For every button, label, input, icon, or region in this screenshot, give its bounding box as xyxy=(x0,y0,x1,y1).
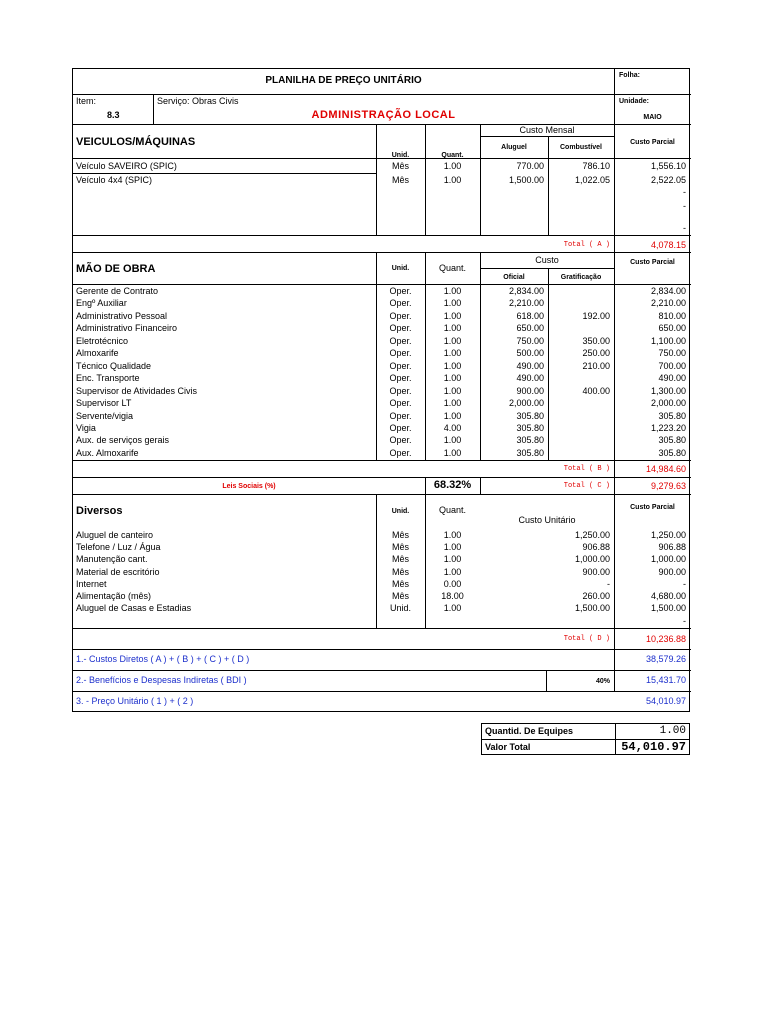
row-quant: 0.00 xyxy=(443,578,462,589)
col-quant: Quant. xyxy=(441,152,464,159)
total-d-value: 10,236.88 xyxy=(645,634,686,644)
row-parcial: 1,250.00 xyxy=(650,530,686,540)
row-custo-unitario: 260.00 xyxy=(582,591,610,601)
row-unid: Oper. xyxy=(389,348,412,359)
row-parcial: 305.80 xyxy=(658,447,686,458)
row-custo-unitario: 900.00 xyxy=(582,566,610,577)
table-row xyxy=(73,360,691,372)
row-unid: Oper. xyxy=(389,335,412,346)
divider xyxy=(73,94,691,95)
col-custo-parcial: Custo Parcial xyxy=(630,504,675,511)
row-desc: Material de escritório xyxy=(76,566,160,577)
divider xyxy=(73,494,691,495)
veiculos-title: VEICULOS/MÁQUINAS xyxy=(76,136,196,148)
col-combustivel: Combustível xyxy=(559,144,602,151)
row-parcial: 305.80 xyxy=(658,435,686,446)
table-row xyxy=(73,541,691,553)
row-quant: 1.00 xyxy=(443,373,462,384)
row-parcial: 1,223.20 xyxy=(650,422,686,433)
row-quant: 1.00 xyxy=(443,398,462,409)
table-row xyxy=(73,385,691,397)
row-aluguel: 1,500.00 xyxy=(508,175,544,185)
col-unid: Unid. xyxy=(391,508,410,515)
row-desc: Administrativo Pessoal xyxy=(76,310,168,321)
row-quant: 1.00 xyxy=(443,435,462,446)
divider xyxy=(73,252,691,253)
row-quant: 1.00 xyxy=(443,348,462,359)
row-desc: Técnico Qualidade xyxy=(76,360,152,371)
total-c-label: Total ( C ) xyxy=(563,482,610,490)
row-oficial: 490.00 xyxy=(516,373,544,384)
bdi-label: 2.- Benefícios e Despesas Indiretas ( BDI ) xyxy=(76,675,247,685)
row-quant: 1.00 xyxy=(443,298,462,309)
custos-diretos-label: 1.- Custos Diretos ( A ) + ( B ) + ( C ) + ( D ) xyxy=(76,654,250,664)
col-quant: Quant. xyxy=(438,505,467,515)
row-quant: 1.00 xyxy=(443,385,462,396)
col-oficial: Oficial xyxy=(503,274,525,281)
table-row xyxy=(73,590,691,602)
row-gratificacao: 400.00 xyxy=(582,385,610,396)
row-desc: Servente/vigia xyxy=(76,410,134,421)
divider xyxy=(73,235,691,236)
total-a-value: 4,078.15 xyxy=(650,240,686,250)
row-aluguel: 770.00 xyxy=(516,161,544,171)
row-unid: Mês xyxy=(391,161,409,171)
row-unid: Oper. xyxy=(389,422,412,433)
col-custo-parcial: Custo Parcial xyxy=(630,139,675,146)
divider xyxy=(73,628,691,629)
row-parcial: 2,834.00 xyxy=(650,286,686,296)
row-desc: Aux. de serviços gerais xyxy=(76,435,170,446)
row-quant: 4.00 xyxy=(443,422,462,433)
row-quant: 1.00 xyxy=(443,323,462,334)
table-row xyxy=(73,410,691,422)
row-unid: Oper. xyxy=(389,410,412,421)
row-unid: Mês xyxy=(391,566,409,577)
row-parcial: 1,000.00 xyxy=(650,554,686,565)
table-row xyxy=(73,397,691,409)
row-parcial: 2,000.00 xyxy=(650,398,686,409)
page-title: PLANILHA DE PREÇO UNITÁRIO xyxy=(265,75,422,86)
row-gratificacao: 192.00 xyxy=(582,310,610,321)
row-oficial: 900.00 xyxy=(516,385,544,396)
row-desc: Supervisor LT xyxy=(76,398,132,409)
table-row xyxy=(73,297,691,309)
table-row xyxy=(73,422,691,434)
row-parcial: 750.00 xyxy=(658,348,686,359)
table-row xyxy=(73,602,691,614)
blank-dash: - xyxy=(683,616,686,626)
row-oficial: 750.00 xyxy=(516,335,544,346)
row-combustivel: 786.10 xyxy=(582,161,610,171)
total-d-label: Total ( D ) xyxy=(563,635,610,643)
custos-diretos-value: 38,579.26 xyxy=(645,654,686,664)
row-desc: Almoxarife xyxy=(76,348,119,359)
row-parcial: 1,500.00 xyxy=(650,603,686,614)
row-quant: 18.00 xyxy=(441,591,464,601)
row-quant: 1.00 xyxy=(443,335,462,346)
row-unid: Mês xyxy=(391,591,409,601)
item-value: 8.3 xyxy=(107,110,120,120)
row-desc: Supervisor de Atividades Civis xyxy=(76,385,198,396)
row-parcial: 4,680.00 xyxy=(650,591,686,601)
table-row xyxy=(73,174,691,186)
row-quant: 1.00 xyxy=(443,603,462,614)
divider xyxy=(480,268,614,269)
col-custo-parcial: Custo Parcial xyxy=(630,259,675,266)
total-b-label: Total ( B ) xyxy=(563,465,610,473)
item-label: Item: xyxy=(76,96,97,106)
table-row xyxy=(73,434,691,446)
row-unid: Mês xyxy=(391,542,409,553)
row-parcial: 1,556.10 xyxy=(650,161,686,171)
divider xyxy=(73,477,691,478)
row-quant: 1.00 xyxy=(443,310,462,321)
col-gratificacao: Gratificação xyxy=(560,274,602,281)
table-row xyxy=(73,160,691,172)
row-custo-unitario: 1,000.00 xyxy=(574,554,610,565)
table-row xyxy=(73,529,691,541)
row-quant: 1.00 xyxy=(443,175,462,185)
folha-label: Folha: xyxy=(619,72,640,79)
row-gratificacao: 350.00 xyxy=(582,335,610,346)
row-unid: Oper. xyxy=(389,447,412,458)
price-sheet xyxy=(72,68,690,712)
row-parcial: - xyxy=(683,578,686,589)
diversos-title: Diversos xyxy=(76,505,123,517)
row-combustivel: 1,022.05 xyxy=(574,175,610,185)
col-custo: Custo xyxy=(535,255,559,265)
valor-total-value: 54,010.97 xyxy=(621,740,686,754)
row-custo-unitario: - xyxy=(607,578,610,589)
row-parcial: 490.00 xyxy=(658,373,686,384)
row-parcial: 700.00 xyxy=(658,360,686,371)
col-quant: Quant. xyxy=(438,263,467,273)
row-parcial: 305.80 xyxy=(658,410,686,421)
row-desc: Engº Auxiliar xyxy=(76,298,127,309)
row-oficial: 500.00 xyxy=(516,348,544,359)
row-unid: Oper. xyxy=(389,323,412,334)
row-desc: Veículo 4x4 (SPIC) xyxy=(76,175,153,185)
table-row xyxy=(73,447,691,459)
row-quant: 1.00 xyxy=(443,360,462,371)
row-oficial: 650.00 xyxy=(516,323,544,334)
row-quant: 1.00 xyxy=(443,447,462,458)
equipes-box xyxy=(481,723,690,755)
row-desc: Telefone / Luz / Água xyxy=(76,542,161,553)
row-quant: 1.00 xyxy=(443,410,462,421)
row-oficial: 305.80 xyxy=(516,422,544,433)
row-quant: 1.00 xyxy=(443,554,462,565)
row-desc: Alimentação (mês) xyxy=(76,591,152,601)
row-unid: Oper. xyxy=(389,398,412,409)
row-desc: Vigia xyxy=(76,422,96,433)
row-parcial: 810.00 xyxy=(658,310,686,321)
row-desc: Enc. Transporte xyxy=(76,373,140,384)
row-unid: Oper. xyxy=(389,360,412,371)
row-quant: 1.00 xyxy=(443,530,462,540)
row-oficial: 2,210.00 xyxy=(508,298,544,309)
table-row xyxy=(73,372,691,384)
row-custo-unitario: 1,250.00 xyxy=(574,530,610,540)
row-desc: Aluguel de canteiro xyxy=(76,530,154,540)
total-b-value: 14,984.60 xyxy=(645,464,686,474)
table-row xyxy=(73,310,691,322)
table-row xyxy=(73,347,691,359)
row-oficial: 490.00 xyxy=(516,360,544,371)
row-oficial: 618.00 xyxy=(516,310,544,321)
col-unid: Unid. xyxy=(391,265,410,272)
row-custo-unitario: 1,500.00 xyxy=(574,603,610,614)
row-unid: Oper. xyxy=(389,435,412,446)
divider xyxy=(73,691,691,692)
table-row xyxy=(73,578,691,590)
row-desc: Veículo SAVEIRO (SPIC) xyxy=(76,161,177,171)
divider xyxy=(73,670,691,671)
row-desc: Manutenção cant. xyxy=(76,554,148,565)
row-gratificacao: 210.00 xyxy=(582,360,610,371)
row-unid: Oper. xyxy=(389,310,412,321)
blank-dash: - xyxy=(683,187,686,197)
row-quant: 1.00 xyxy=(443,286,462,296)
row-oficial: 305.80 xyxy=(516,410,544,421)
row-unid: Mês xyxy=(391,530,409,540)
divider xyxy=(480,136,614,137)
col-custo-mensal: Custo Mensal xyxy=(519,125,575,135)
leis-sociais-value: 68.32% xyxy=(433,479,472,491)
row-parcial: 2,522.05 xyxy=(650,175,686,185)
table-row xyxy=(73,285,691,297)
row-desc: Internet xyxy=(76,578,107,589)
mao-obra-title: MÃO DE OBRA xyxy=(76,263,156,275)
row-unid: Oper. xyxy=(389,373,412,384)
blank-dash: - xyxy=(683,223,686,233)
table-row xyxy=(73,566,691,578)
row-unid: Mês xyxy=(391,175,409,185)
servico-label: Serviço: Obras Civis xyxy=(157,96,239,106)
row-quant: 1.00 xyxy=(443,161,462,171)
row-parcial: 1,300.00 xyxy=(650,385,686,396)
unidade-label: Unidade: xyxy=(619,98,649,105)
row-oficial: 2,000.00 xyxy=(508,398,544,409)
row-unid: Unid. xyxy=(389,603,411,614)
table-row xyxy=(73,335,691,347)
blank-dash: - xyxy=(683,201,686,211)
row-oficial: 305.80 xyxy=(516,447,544,458)
col-unid: Unid. xyxy=(391,152,410,159)
row-desc: Eletrotécnico xyxy=(76,335,129,346)
row-desc: Administrativo Financeiro xyxy=(76,323,178,334)
row-unid: Oper. xyxy=(389,286,412,296)
leis-sociais-label: Leis Sociais (%) xyxy=(222,483,276,490)
divider xyxy=(73,460,691,461)
preco-unitario-value: 54,010.97 xyxy=(645,696,686,706)
section-title: ADMINISTRAÇÃO LOCAL xyxy=(311,109,456,121)
table-row xyxy=(73,553,691,565)
row-gratificacao: 250.00 xyxy=(582,348,610,359)
row-parcial: 2,210.00 xyxy=(650,298,686,309)
unidade-value: MAIO xyxy=(643,114,662,121)
preco-unitario-label: 3. - Preço Unitário ( 1 ) + ( 2 ) xyxy=(76,696,194,706)
row-quant: 1.00 xyxy=(443,542,462,553)
row-oficial: 305.80 xyxy=(516,435,544,446)
row-custo-unitario: 906.88 xyxy=(582,542,610,553)
row-parcial: 900.00 xyxy=(658,566,686,577)
row-parcial: 906.88 xyxy=(658,542,686,553)
row-oficial: 2,834.00 xyxy=(508,286,544,296)
row-quant: 1.00 xyxy=(443,566,462,577)
row-parcial: 1,100.00 xyxy=(650,335,686,346)
row-unid: Mês xyxy=(391,554,409,565)
row-desc: Gerente de Contrato xyxy=(76,286,159,296)
row-desc: Aux. Almoxarife xyxy=(76,447,139,458)
bdi-percent: 40% xyxy=(595,678,610,685)
col-custo-unitario: Custo Unitário xyxy=(518,515,576,525)
row-unid: Mês xyxy=(391,578,409,589)
total-c-value: 9,279.63 xyxy=(650,481,686,491)
table-row xyxy=(73,322,691,334)
row-unid: Oper. xyxy=(389,385,412,396)
quantid-equipes-value: 1.00 xyxy=(659,725,686,737)
bdi-value: 15,431.70 xyxy=(645,675,686,685)
divider xyxy=(73,649,691,650)
col-aluguel: Aluguel xyxy=(501,144,527,151)
quantid-equipes-label: Quantid. De Equipes xyxy=(485,726,574,736)
total-a-label: Total ( A ) xyxy=(563,241,610,249)
row-unid: Oper. xyxy=(389,298,412,309)
row-desc: Aluguel de Casas e Estadias xyxy=(76,603,192,614)
row-parcial: 650.00 xyxy=(658,323,686,334)
valor-total-label: Valor Total xyxy=(485,742,531,752)
